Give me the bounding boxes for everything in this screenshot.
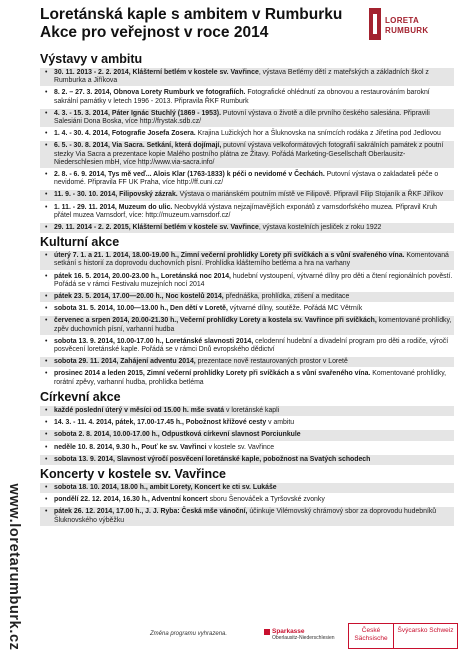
event-item [40,141,454,168]
bullet-icon: • [45,431,48,439]
event-item [40,483,454,493]
event-item [40,223,454,233]
event-item [40,357,454,367]
bullet-icon: • [45,142,48,150]
sparkasse-region: Oberlausitz-Niederschlesien [272,635,335,641]
event-description: komentované prohlídky, zpěv duchovních písní, varhanní hudba [54,317,452,333]
event-title: 8. 2. – 27. 3. 2014, Obnova Lorety Rumburk ve fotografiích. [54,89,246,97]
event-item [40,304,454,314]
event-title: 1. 4. - 30. 4. 2014, Fotografie Josefa Zosera. [54,130,196,138]
event-description: Neobvyklá výstava nejzajímavějších exponátů z varnsdorfského muzea. Připravil Kruh přátel muzea Varnsdorf, více: http://muzeum.varnsdorf.cz/ [54,203,437,219]
bullet-icon: • [45,203,48,211]
website-url-text: www.loretarumburk.cz [6,483,22,650]
event-description: výtvarné dílny, soutěže. Pořádá MC Větrník [227,305,363,313]
event-item [40,337,454,355]
sparkasse-icon [264,629,270,635]
event-item [40,88,454,106]
website-url-vertical [4,483,24,650]
event-title: sobota 13. 9. 2014, Slavnost výročí posvěcení loretánské kaple, pobožnost na Svatých schodech [54,455,371,463]
event-description: Fotografické ohlédnutí za obnovou a restaurováním barokní sakrální památky v letech 1996 - 2013. Připravila ŘKF Rumburk [54,89,430,105]
event-title: sobota 18. 10. 2014, 18.00 h., ambit Lorety, Koncert ke cti sv. Lukáše [54,483,277,491]
event-title: sobota 31. 5. 2014, 10.00—13.00 h., Den dětí v Loretě, [54,305,228,313]
bullet-icon: • [45,224,48,232]
event-title: sobota 2. 8. 2014, 10.00-17.00 h., Odpustková církevní slavnost Porciunkule [54,431,301,439]
event-item [40,272,454,290]
event-title: sobota 13. 9. 2014, 10.00-17.00 h., Loretánské slavnosti 2014, [54,337,254,345]
event-title: 4. 3. - 15. 3. 2014, Páter Ignác Stuchlý (1869 - 1953). [54,109,221,117]
bullet-icon: • [45,191,48,199]
loreta-logo-mark-icon [369,8,381,40]
bullet-icon: • [45,252,48,260]
event-item [40,251,454,269]
bullet-icon: • [45,109,48,117]
events-content [40,50,454,528]
bullet-icon: • [45,171,48,179]
event-title: 1. 11. - 29. 11. 2014, Muzeum do ulic. [54,203,173,211]
logo-text-line2: RUMBURK [385,26,429,35]
event-description: Komentované prohlídky, rorátní zpěvy, varhanní hudba, prohlídka betléma [54,370,447,386]
event-item [40,406,454,416]
bullet-icon: • [45,337,48,345]
page-footer [0,622,460,648]
event-title: každé poslední úterý v měsíci od 15.00 h. mše svatá [54,406,225,414]
event-description: přednáška, prohlídka, ztišení a meditace [223,293,350,301]
page-header [40,6,360,42]
event-title: červenec a srpen 2014, 20.00-21.30 h., Večerní prohlídky Lorety a kostela sv. Vavřince při svíčkách, [54,317,377,325]
event-description: prezentace nově restaurovaných prostor v Loretě [195,358,348,366]
event-title: 29. 11. 2014 - 2. 2. 2015, Klášterní betlém v kostele sv. Vavřince [54,224,259,232]
bullet-icon: • [45,130,48,138]
bullet-icon: • [45,406,48,414]
event-title: 30. 11. 2013 - 2. 2. 2014, Klášterní betlém v kostele sv. Vavřince [54,69,259,76]
bullet-icon: • [45,483,48,491]
event-title: 6. 5. - 30. 8. 2014, Via Sacra. Setkání, která dojímají, [54,142,222,150]
event-title: úterý 7. 1. a 21. 1. 2014, 18.00-19.00 h., Zimní večerní prohlídky Lorety při svíčkách a s vůní svařeného vína. [54,252,405,260]
event-item [40,109,454,127]
bullet-icon: • [45,69,48,76]
event-description: putovní výstava velkoformátových fotografií sakrálních památek z poutní stezky Via Sacra a prezentace kopie Malého postního plátna ze Žitavy. Pořádá Marketing-Gesellschaft Oberlausitz-Niederschlesien mbH, více http://www.via-sacra.info/ [54,142,444,166]
event-description: hudební vystoupení, výtvarné dílny pro děti a čtení regionálních pověstí. Pořádá se v rámci Festivalu muzejních nocí 2014 [54,272,453,288]
event-title: 2. 8. - 6. 9. 2014, Tys mě veď... Alois Klar (1763-1833) k péči o nevidomé v Čechách. [54,171,325,179]
event-title: pátek 26. 12. 2014, 17.00 h., J. J. Ryba: Česká mše vánoční, [54,508,248,516]
sparkasse-logo [272,628,344,641]
bullet-icon: • [45,496,48,504]
event-description: v kostele sv. Vavřince [206,443,275,451]
event-item [40,129,454,139]
event-item [40,507,454,525]
event-item [40,203,454,221]
event-description: sboru Šenováček a Tyršovské zvonky [207,496,325,504]
bullet-icon: • [45,358,48,366]
bullet-icon: • [45,508,48,516]
event-title: pátek 16. 5. 2014, 20.00-23.00 h., Loretánská noc 2014, [54,272,231,280]
event-description: Krajina Lužických hor a Šluknovska na snímcích rodáka z Jiřetína pod Jedlovou [195,130,441,138]
ceske-svycarsko-logo [348,623,458,649]
sparkasse-name: Sparkasse [272,628,305,635]
event-description: Komentovaná setkání s historií za doprovodu duchovních písní. Prohlídka klášterního betléma a hra na varhany [54,252,449,268]
event-title: 14. 3. - 11. 4. 2014, pátek, 17.00-17.45 h., Pobožnost křížové cesty [54,419,267,427]
page-title: Loretánská kaple s ambitem v Rumburku [40,6,343,23]
cs-logo-left-text: České Sächsische [349,624,394,648]
event-description: celodenní hudební a divadelní program pro děti a rodiče, výročí posvěcení loretánské kaple. Pořádá se v rámci Dnů evropského dědictví [54,337,449,354]
bullet-icon: • [45,419,48,427]
page-subtitle: Akce pro veřejnost v roce 2014 [40,24,269,41]
bullet-icon: • [45,272,48,280]
event-description: Putovní výstava o životě a díle prvního českého salesiána. Připravili Salesiáni Dona Boska, více http://frystak.sdb.cz/ [54,109,430,126]
event-item [40,369,454,387]
section-heading: Výstavy v ambitu [40,52,143,66]
bullet-icon: • [45,317,48,325]
bullet-icon: • [45,89,48,97]
event-title: sobota 29. 11. 2014, Zahájení adventu 2014, [54,358,196,366]
section-heading: Církevní akce [40,389,121,404]
event-title: prosinec 2014 a leden 2015, Zimní večerní prohlídky Lorety při svíčkách a s vůní svařeného vína. [54,370,371,378]
bullet-icon: • [45,455,48,463]
event-description: v ambitu [266,419,295,427]
event-description: účinkuje Vilémovský chrámový sbor za doprovodu hudebníků Šluknovského výběžku [54,508,437,524]
event-title: neděle 10. 8. 2014, 9.30 h., Pouť ke sv. Vavřinci [54,443,207,451]
event-item [40,443,454,453]
logo-text-line1: LORETA [385,16,420,25]
bullet-icon: • [45,293,48,301]
event-item [40,430,454,440]
event-title: pondělí 22. 12. 2014, 16.30 h., Adventní koncert [54,496,208,504]
event-title: 11. 9. - 30. 10. 2014, Filipovský zázrak. [54,191,178,199]
program-change-note: Změna programu vyhrazena. [150,631,228,637]
event-item [40,68,454,86]
loreta-rumburk-logo [369,8,447,44]
event-description: v loretánské kapli [224,406,280,414]
event-item [40,170,454,188]
event-title: pátek 23. 5. 2014, 17.00—20.00 h., Noc kostelů 2014, [54,293,224,301]
section-heading: Kulturní akce [40,235,120,250]
event-description: , výstava Betlémy dětí z mateřských a základních škol z Rumburka a Jiříkova [54,69,429,85]
event-item [40,316,454,334]
bullet-icon: • [45,370,48,378]
event-item [40,292,454,302]
cs-logo-right-text: Švýcarsko Schweiz [397,627,454,634]
event-item [40,455,454,465]
event-item [40,418,454,428]
event-description: , výstava kostelních jesliček z roku 1922 [258,224,382,232]
event-item [40,190,454,200]
event-description: Putovní výstava o zakladateli péče o nevidomé. Připravila FF UK Praha, více http://ff.cuni.cz/ [54,171,439,187]
event-item [40,495,454,505]
bullet-icon: • [45,443,48,451]
bullet-icon: • [45,305,48,313]
section-heading: Koncerty v kostele sv. Vavřince [40,466,226,481]
event-description: Výstava o mariánském poutním místě ve Filipově. Připravil Filip Stojaník a ŘKF Jiříkov [177,191,444,199]
